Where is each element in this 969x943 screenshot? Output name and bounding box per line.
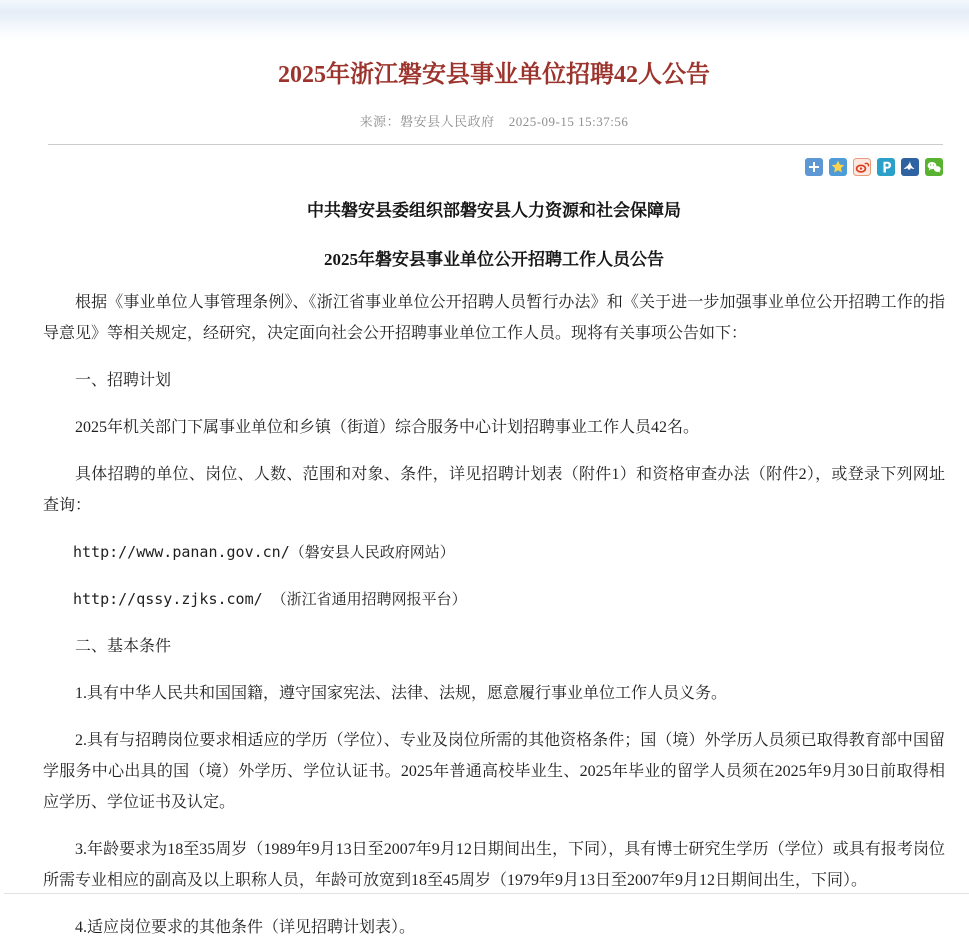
page-bottom-border [4, 893, 969, 894]
weibo-icon[interactable] [853, 158, 871, 176]
article-subtitle: 2025年磐安县事业单位公开招聘工作人员公告 [324, 250, 664, 269]
article-org-heading: 中共磐安县委组织部磐安县人力资源和社会保障局 [307, 201, 681, 220]
url-line-zjks: http://qssy.zjks.com/ （浙江省通用招聘网报平台） [73, 590, 467, 608]
header-divider [48, 144, 943, 145]
url-line-panan-gov: http://www.panan.gov.cn/（磐安县人民政府网站） [73, 543, 455, 561]
condition-item-2: 2.具有与招聘岗位要求相适应的学历（学位）、专业及岗位所需的其他资格条件；国（境）外学历人员须已取得教育部中国留学服务中心出具的国（境）外学历、学位认证书。2025年普通高校毕业生、2025年毕业的留学人员须在2025年9月30日前取得相应学历、学位证书及认定。 [43, 732, 945, 811]
condition-item-4: 4.适应岗位要求的其他条件（详见招聘计划表）。 [75, 919, 416, 936]
article-meta [43, 111, 945, 130]
paragraph: 具体招聘的单位、岗位、人数、范围和对象、条件，详见招聘计划表（附件1）和资格审查办法（附件2），或登录下列网址查询： [43, 466, 945, 514]
source-label: 来源：磐安县人民政府 [359, 114, 495, 129]
publish-timestamp: 2025-09-15 15:37:56 [508, 114, 629, 129]
paragraph-intro: 根据《事业单位人事管理条例》、《浙江省事业单位公开招聘人员暂行办法》和《关于进一步加强事业单位公开招聘工作的指导意见》等相关规定，经研究，决定面向社会公开招聘事业单位工作人员。现将有关事项公告如下： [43, 294, 945, 342]
wechat-icon[interactable] [925, 158, 943, 176]
article-page [43, 60, 945, 943]
qzone-icon[interactable] [829, 158, 847, 176]
section-heading-1: 一、招聘计划 [75, 372, 172, 389]
condition-item-1: 1.具有中华人民共和国国籍，遵守国家宪法、法律、法规，愿意履行事业单位工作人员义务。 [75, 685, 728, 702]
condition-item-3: 3.年龄要求为18至35周岁（1989年9月13日至2007年9月12日期间出生，下同），具有博士研究生学历（学位）或具有报考岗位所需专业相应的副高及以上职称人员，年龄可放宽到18至45周岁（1979年9月13日至2007年9月12日期间出生，下同）。 [43, 841, 945, 889]
page-top-gradient-bar [0, 0, 969, 40]
section-heading-2: 二、基本条件 [75, 638, 172, 655]
share-plus-icon[interactable] [805, 158, 823, 176]
paragraph: 2025年机关部门下属事业单位和乡镇（街道）综合服务中心计划招聘事业工作人员42名。 [75, 419, 700, 436]
page-title: 2025年浙江磐安县事业单位招聘42人公告 [278, 62, 710, 88]
article-body [43, 287, 945, 943]
renren-icon[interactable] [901, 158, 919, 176]
pengyou-icon[interactable] [877, 158, 895, 176]
share-toolbar [43, 158, 945, 176]
